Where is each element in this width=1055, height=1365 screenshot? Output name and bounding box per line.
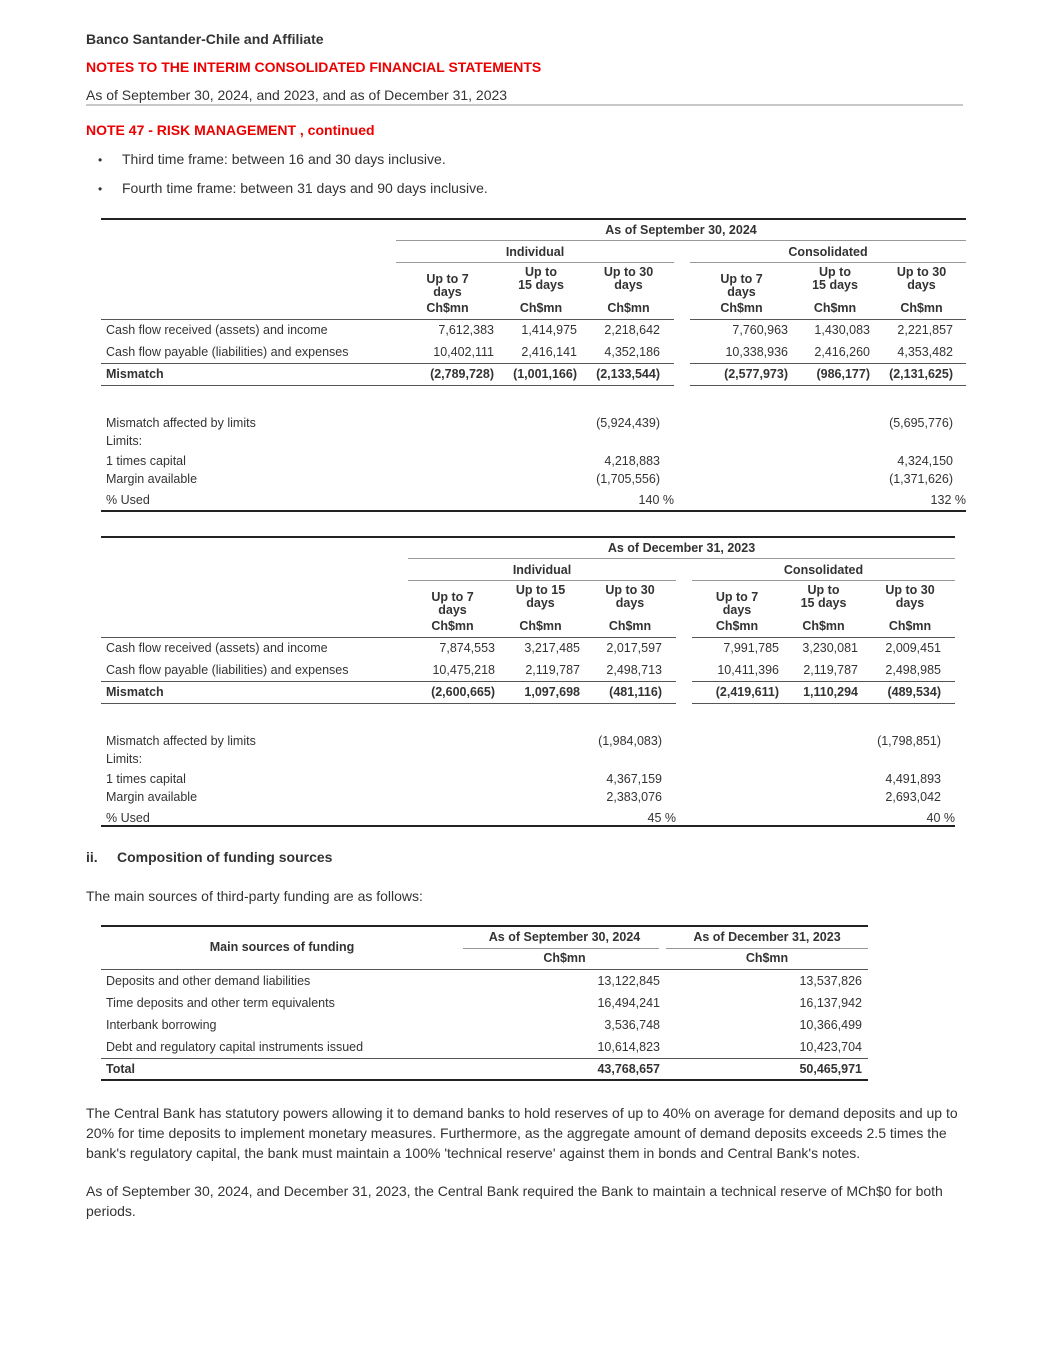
group-consolidated: Consolidated (783, 563, 864, 577)
row-value: 1,430,083 (814, 323, 870, 337)
margin-label: Margin available (106, 472, 198, 486)
unit-header: Ch$mn (720, 301, 763, 315)
row-value: 2,009,451 (885, 641, 941, 655)
header-bottom-rule (101, 319, 674, 320)
funding-row-v2: 16,137,942 (799, 996, 862, 1010)
column-header: Up to 7 days (720, 272, 763, 299)
unit-header: Ch$mn (802, 619, 845, 633)
group-underline (692, 580, 955, 581)
liquidity-table-sep-2024 (101, 218, 966, 513)
group-individual: Individual (512, 563, 572, 577)
group-consolidated: Consolidated (788, 245, 868, 259)
used-individual: 140 % (638, 493, 674, 507)
row-value: 7,991,785 (723, 641, 779, 655)
row-value: (2,577,973) (724, 367, 788, 381)
column-header: Up to 15 days (515, 583, 566, 610)
bullet-item (98, 180, 488, 196)
company-name: Banco Santander-Chile and Affiliate (86, 31, 324, 47)
funding-row-label: Interbank borrowing (106, 1018, 217, 1032)
row-value: 2,498,713 (606, 663, 662, 677)
capital-consolidated: 4,324,150 (897, 454, 953, 468)
used-consolidated: 132 % (930, 493, 966, 507)
funding-header-label: Main sources of funding (209, 940, 355, 954)
row-value: 3,230,081 (802, 641, 858, 655)
bullet-text: Third time frame: between 16 and 30 days inclusive. (122, 151, 446, 167)
section-title: Composition of funding sources (117, 849, 333, 865)
mismatch-limits-consolidated: (1,798,851) (877, 734, 941, 748)
margin-consolidated: 2,693,042 (885, 790, 941, 804)
technical-reserve-paragraph: As of September 30, 2024, and December 31, 2023, the Central Bank required the Bank to maintain a technical reserve of MCh$0 for both periods. (86, 1183, 943, 1219)
row-value: 1,414,975 (521, 323, 577, 337)
row-value: 7,874,553 (439, 641, 495, 655)
mismatch-top-rule (101, 681, 676, 682)
col2-underline (666, 948, 868, 949)
column-header: Up to 7 days (431, 590, 474, 617)
row-value: 2,017,597 (606, 641, 662, 655)
unit-header: Ch$mn (900, 301, 943, 315)
funding-total-v2: 50,465,971 (799, 1062, 862, 1076)
bullet-text: Fourth time frame: between 31 days and 90 days inclusive. (122, 180, 488, 196)
row-value: 2,416,141 (521, 345, 577, 359)
row-value: (2,133,544) (596, 367, 660, 381)
column-header: Up to 15 days (812, 265, 858, 292)
bullet-item (98, 151, 446, 167)
row-label: Cash flow payable (liabilities) and expenses (106, 663, 349, 677)
row-value: (2,419,611) (715, 685, 779, 699)
unit-header: Ch$mn (813, 301, 857, 315)
table-top-rule (101, 218, 966, 220)
limits-label: Limits: (106, 434, 143, 448)
column-header: Up to 7 days (426, 272, 469, 299)
row-value: (2,600,665) (431, 685, 495, 699)
row-label: Cash flow received (assets) and income (106, 641, 328, 655)
period-underline (396, 240, 966, 241)
col1-underline (463, 948, 659, 949)
unit-header: Ch$mn (519, 619, 562, 633)
funding-total-v1: 43,768,657 (597, 1062, 660, 1076)
funding-row-v1: 10,614,823 (597, 1040, 660, 1054)
unit-header: Ch$mn (607, 301, 650, 315)
row-value: (481,116) (609, 685, 662, 699)
table-bottom-rule (101, 510, 966, 512)
mismatch-limits-consolidated: (5,695,776) (889, 416, 953, 430)
row-value: 7,612,383 (438, 323, 494, 337)
bullet-icon: • (98, 182, 103, 196)
column-header: Up to 30 days (896, 265, 947, 292)
row-value: 10,402,111 (433, 345, 494, 359)
margin-consolidated: (1,371,626) (889, 472, 953, 486)
section-heading (86, 849, 332, 865)
mismatch-label: Mismatch (106, 367, 164, 381)
period-header: As of September 30, 2024 (605, 223, 757, 237)
row-value: 7,760,963 (732, 323, 788, 337)
capital-label: 1 times capital (106, 772, 186, 786)
funding-total-label: Total (106, 1062, 135, 1076)
unit-header: Ch$mn (608, 619, 652, 633)
column-header: Up to 15 days (518, 265, 564, 292)
margin-label: Margin available (106, 790, 198, 804)
limits-label: Limits: (106, 752, 143, 766)
note-title: NOTE 47 - RISK MANAGEMENT , continued (86, 122, 375, 138)
row-value: 2,119,787 (803, 663, 858, 677)
row-value: (2,131,625) (889, 367, 953, 381)
funding-col1-header: As of September 30, 2024 (488, 930, 641, 944)
column-header: Up to 15 days (800, 583, 847, 610)
row-value: 2,498,985 (885, 663, 941, 677)
mismatch-bottom-rule (690, 385, 966, 386)
margin-individual: 2,383,076 (606, 790, 662, 804)
row-value: 10,411,396 (717, 663, 779, 677)
used-label: % Used (106, 811, 150, 825)
table-bottom-rule (101, 1079, 868, 1081)
mismatch-limits-individual: (1,984,083) (598, 734, 662, 748)
mismatch-bottom-rule (101, 385, 674, 386)
funding-unit: Ch$mn (543, 951, 586, 965)
row-value: 4,353,482 (897, 345, 953, 359)
funding-unit: Ch$mn (745, 951, 789, 965)
header-rule (86, 104, 963, 106)
funding-row-label: Time deposits and other term equivalents (106, 996, 335, 1010)
notes-title: NOTES TO THE INTERIM CONSOLIDATED FINANCIAL STATEMENTS (86, 59, 542, 75)
column-header: Up to 30 days (885, 583, 935, 610)
row-value: (986,177) (816, 367, 870, 381)
row-value: 1,110,294 (803, 685, 858, 699)
unit-header: Ch$mn (431, 619, 474, 633)
row-value: 2,119,787 (525, 663, 580, 677)
funding-row-v1: 13,122,845 (597, 974, 660, 988)
funding-intro: The main sources of third-party funding are as follows: (86, 888, 423, 904)
row-value: 2,416,260 (814, 345, 870, 359)
used-consolidated: 40 % (926, 811, 955, 825)
unit-header: Ch$mn (519, 301, 563, 315)
row-value: 10,475,218 (432, 663, 495, 677)
group-underline (690, 262, 966, 263)
unit-header: Ch$mn (888, 619, 932, 633)
row-value: 2,221,857 (897, 323, 953, 337)
header-bottom-rule (692, 637, 955, 638)
row-value: (489,534) (887, 685, 941, 699)
funding-row-v2: 10,366,499 (799, 1018, 862, 1032)
funding-row-label: Deposits and other demand liabilities (106, 974, 311, 988)
row-label: Cash flow received (assets) and income (106, 323, 328, 337)
row-value: (2,789,728) (430, 367, 494, 381)
mismatch-limits-label: Mismatch affected by limits (106, 734, 256, 748)
funding-col2-header: As of December 31, 2023 (693, 930, 841, 944)
row-value: 4,352,186 (604, 345, 660, 359)
capital-individual: 4,218,883 (604, 454, 660, 468)
funding-row-v1: 16,494,241 (597, 996, 660, 1010)
mismatch-top-rule (692, 681, 955, 682)
table-top-rule (101, 925, 868, 927)
row-value: 1,097,698 (524, 685, 580, 699)
row-value: 3,217,485 (524, 641, 580, 655)
section-number: ii. (86, 849, 98, 865)
period-header: As of December 31, 2023 (607, 541, 756, 555)
funding-row-v2: 10,423,704 (799, 1040, 862, 1054)
header-bottom-rule (101, 637, 676, 638)
mismatch-limits-individual: (5,924,439) (596, 416, 660, 430)
period-underline (408, 558, 955, 559)
column-header: Up to 30 days (603, 265, 654, 292)
group-individual: Individual (505, 245, 565, 259)
date-line: As of September 30, 2024, and 2023, and as of December 31, 2023 (86, 87, 508, 103)
margin-individual: (1,705,556) (596, 472, 660, 486)
row-value: 10,338,936 (725, 345, 788, 359)
mismatch-limits-label: Mismatch affected by limits (106, 416, 256, 430)
funding-row-v1: 3,536,748 (604, 1018, 660, 1032)
row-label: Cash flow payable (liabilities) and expenses (106, 345, 349, 359)
funding-row-v2: 13,537,826 (799, 974, 862, 988)
column-header: Up to 7 days (715, 590, 759, 617)
capital-consolidated: 4,491,893 (885, 772, 941, 786)
row-value: 2,218,642 (604, 323, 660, 337)
capital-label: 1 times capital (106, 454, 186, 468)
group-underline (396, 262, 674, 263)
row-value: (1,001,166) (513, 367, 577, 381)
central-bank-paragraph: The Central Bank has statutory powers allowing it to demand banks to hold reserves of up to 40% on average for demand deposits and up to 20% for time deposits to implement monetary measures. Furthermore, as the aggregate amount of demand deposits exceeds 2.5 times the bank's regulatory capital, the bank must maintain a 100% 'technical reserve' against them in bonds and Central Bank's notes. (86, 1105, 958, 1161)
mismatch-top-rule (101, 363, 674, 364)
table-bottom-rule (101, 825, 955, 827)
unit-header: Ch$mn (715, 619, 759, 633)
capital-individual: 4,367,159 (606, 772, 662, 786)
bullet-icon: • (98, 153, 103, 167)
group-underline (408, 580, 676, 581)
header-bottom-rule (101, 969, 868, 970)
liquidity-table-dec-2023 (101, 536, 955, 828)
column-header: Up to 30 days (605, 583, 655, 610)
mismatch-top-rule (690, 363, 966, 364)
total-top-rule (101, 1058, 868, 1059)
mismatch-label: Mismatch (106, 685, 164, 699)
table-top-rule (101, 536, 955, 538)
used-individual: 45 % (647, 811, 676, 825)
mismatch-bottom-rule (692, 703, 955, 704)
unit-header: Ch$mn (426, 301, 469, 315)
mismatch-bottom-rule (101, 703, 676, 704)
used-label: % Used (106, 493, 150, 507)
funding-row-label: Debt and regulatory capital instruments issued (106, 1040, 364, 1054)
header-bottom-rule (690, 319, 966, 320)
